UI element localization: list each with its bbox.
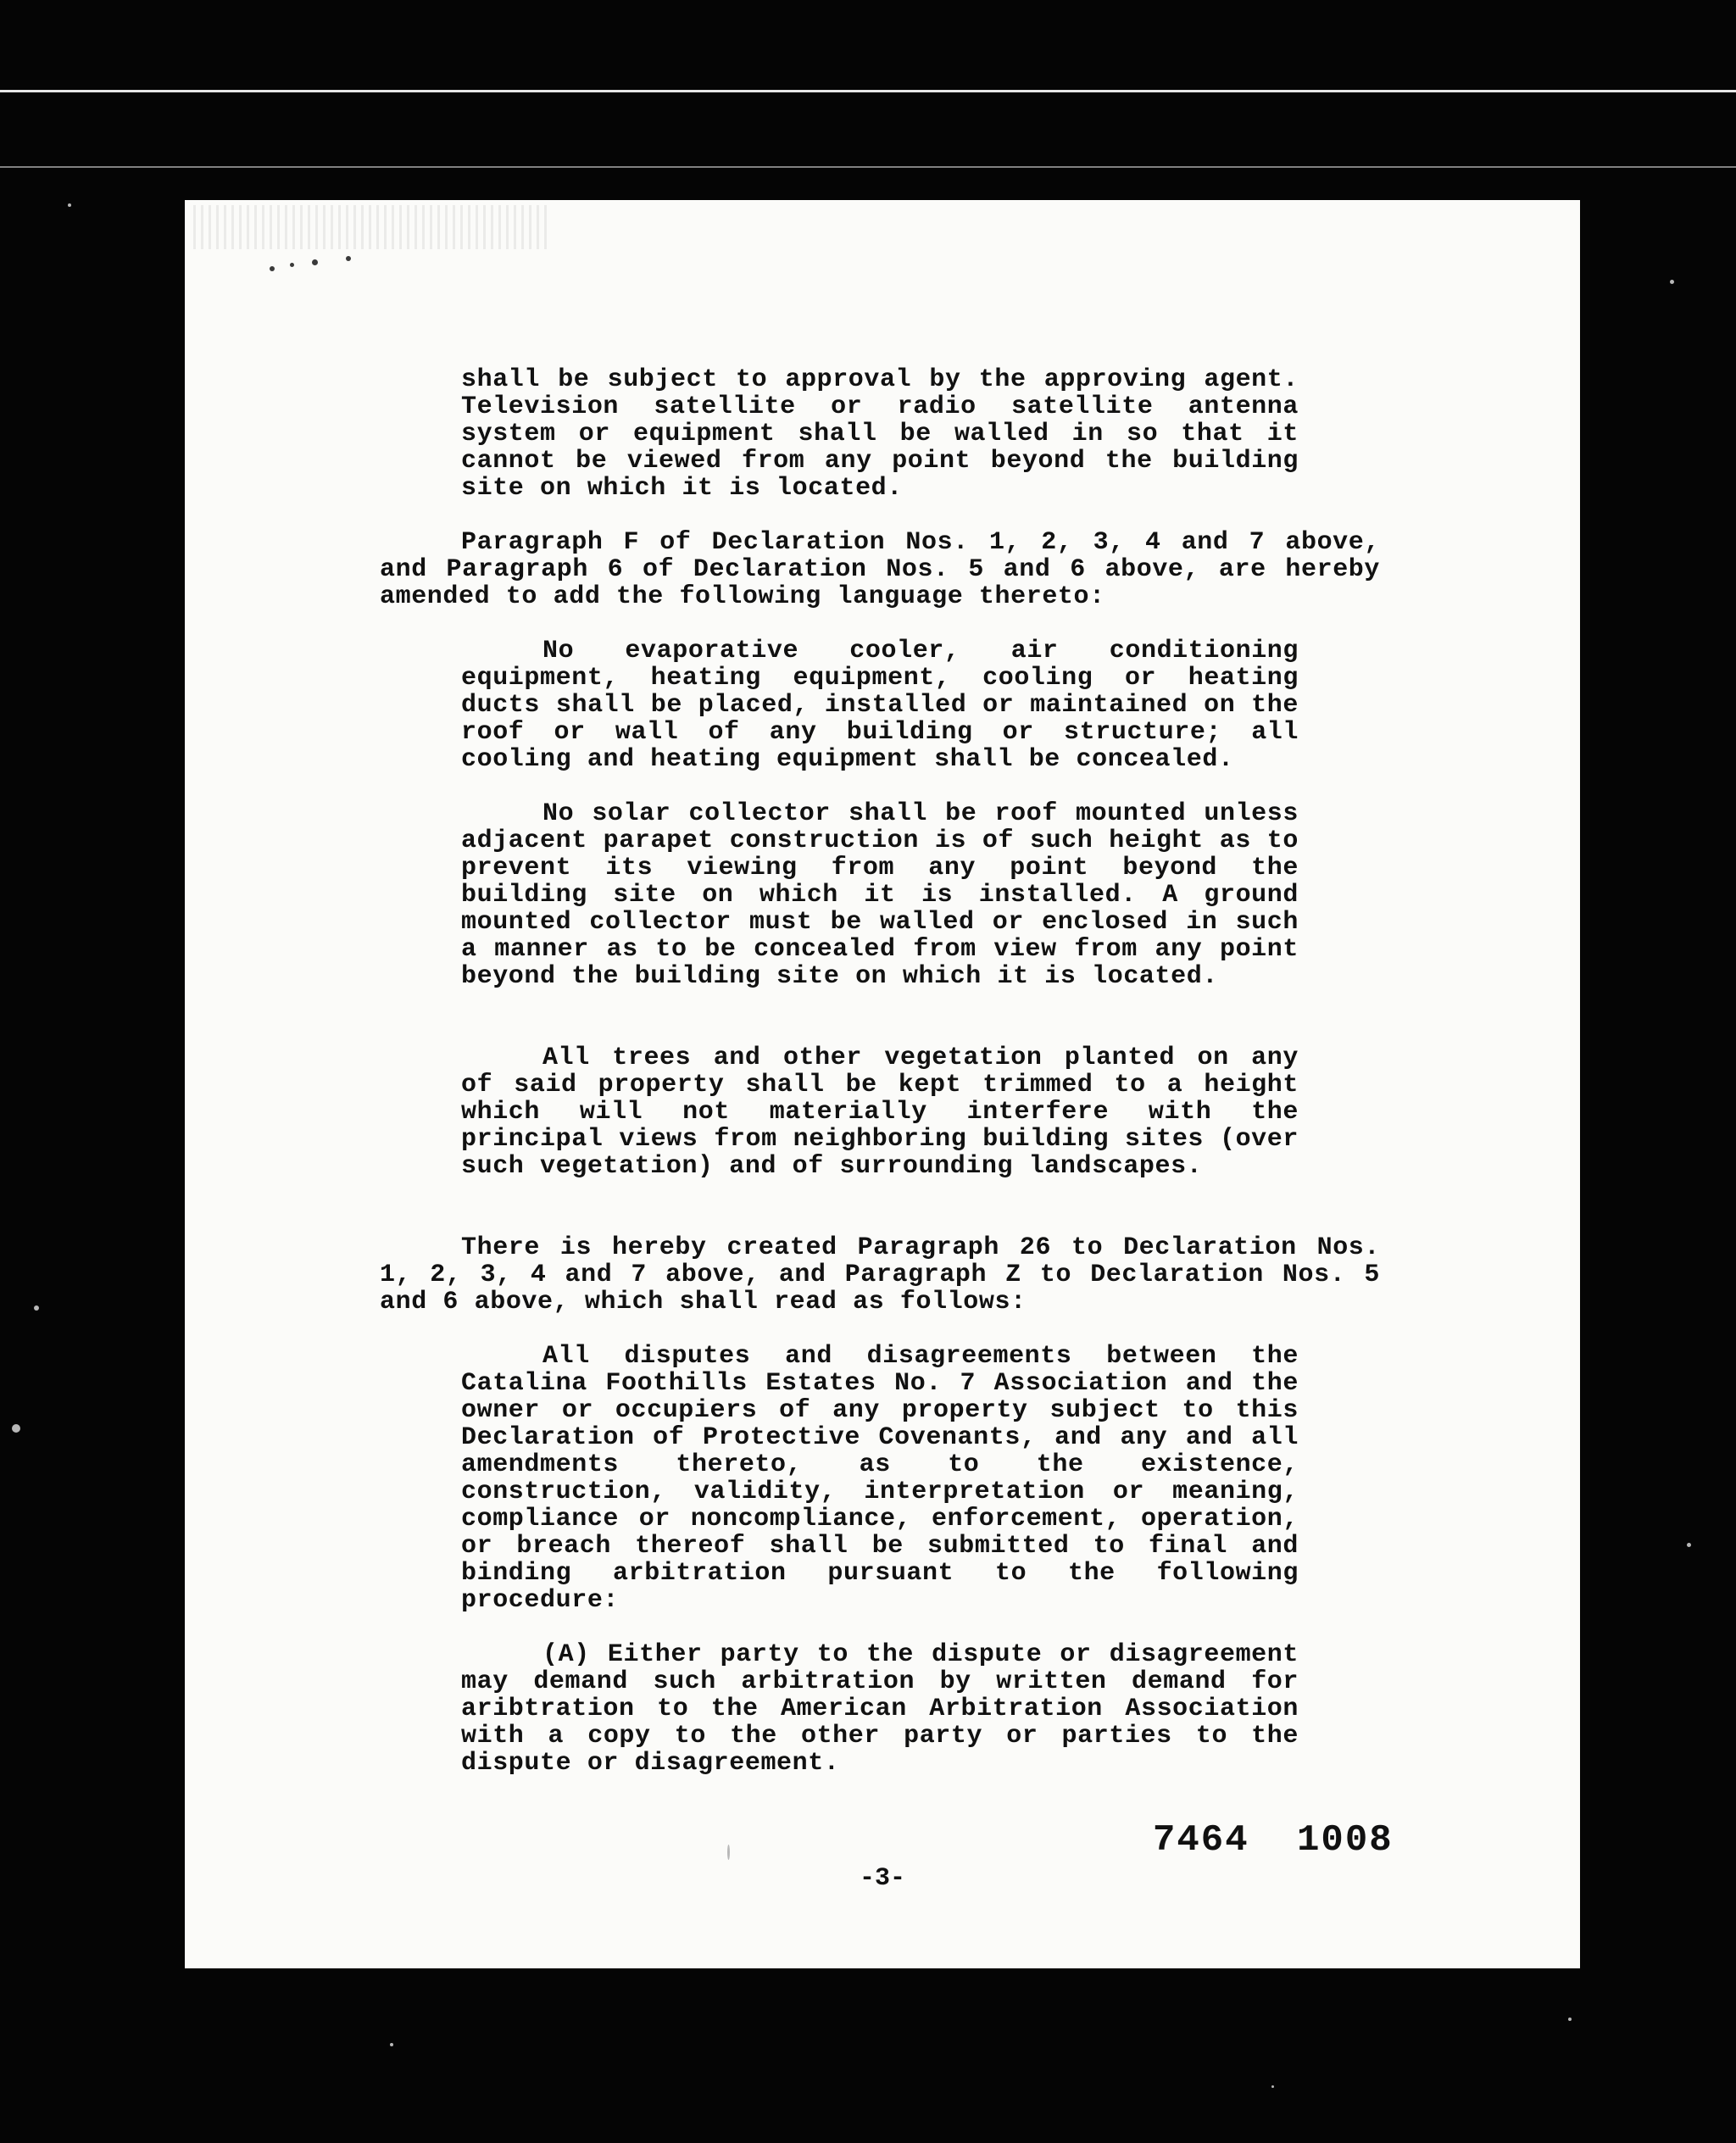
page-number: -3- <box>859 1864 905 1893</box>
scan-speck <box>346 256 351 261</box>
scan-speck <box>1687 1543 1691 1547</box>
scan-speck <box>312 259 318 265</box>
scan-speck <box>68 203 71 207</box>
scan-speck <box>1568 2018 1572 2021</box>
scanner-edge-line <box>0 166 1736 168</box>
solar-clause: No solar collector shall be roof mounted unless adjacent parapet construction is of such height as to prevent its viewing from any point beyond the building site on which it is installed. A ground mounted collector must be walled or enclosed in such a manner as to be concealed from view from any point beyond the building site on which it is located. <box>461 799 1299 991</box>
arbitration-clause: All disputes and disagreements between the Catalina Foothills Estates No. 7 Association and the owner or occupiers of any property subject to this Declaration of Protective Covenants, and any and all amendments thereto, as to the existence, construction, validity, interpretation or meaning, compliance or noncompliance, enforcement, operation, or breach thereof shall be submitted to final and binding arbitration pursuant to the following procedure: <box>461 1342 1299 1615</box>
paragraph-26-creation: There is hereby created Paragraph 26 to Declaration Nos. 1, 2, 3, 4 and 7 above, and Paragraph Z to Declaration Nos. 5 and 6 above, which shall read as follows: <box>380 1233 1380 1316</box>
scanner-edge-line <box>0 90 1736 92</box>
recording-number: 7464 1008 <box>1153 1819 1394 1862</box>
scan-noise <box>193 205 549 249</box>
scan-speck <box>290 263 294 267</box>
scan-speck <box>1670 280 1674 284</box>
cooler-clause: No evaporative cooler, air conditioning equipment, heating equipment, cooling or heating ducts shall be placed, installed or maintained on the roof or wall of any building or structure; all cooling and heating equipment shall be concealed. <box>461 637 1299 774</box>
vegetation-clause: All trees and other vegetation planted on any of said property shall be kept trimmed to a height which will not materially interfere with the principal views from neighboring building sites (over such vegetation) and of surrounding landscapes. <box>461 1044 1299 1181</box>
scan-speck <box>34 1305 39 1311</box>
scan-speck <box>270 266 275 271</box>
scan-speck <box>1271 2085 1274 2088</box>
procedure-a-clause: (A) Either party to the dispute or disagreement may demand such arbitration by written demand for aribtration to the American Arbitration Association with a copy to the other party or parties to the dispute or disagreement. <box>461 1640 1299 1778</box>
document-page <box>185 200 1580 1968</box>
scan-speck <box>727 1845 730 1860</box>
scan-speck <box>12 1424 20 1433</box>
scan-speck <box>390 2043 393 2046</box>
paragraph-f-amendment: Paragraph F of Declaration Nos. 1, 2, 3, 4 and 7 above, and Paragraph 6 of Declaration Nos. 5 and 6 above, are hereby amended to add the following language thereto: <box>380 528 1380 611</box>
continuation-paragraph: shall be subject to approval by the approving agent. Television satellite or radio satellite antenna system or equipment shall be walled in so that it cannot be viewed from any point beyond the building site on which it is located. <box>461 365 1299 503</box>
